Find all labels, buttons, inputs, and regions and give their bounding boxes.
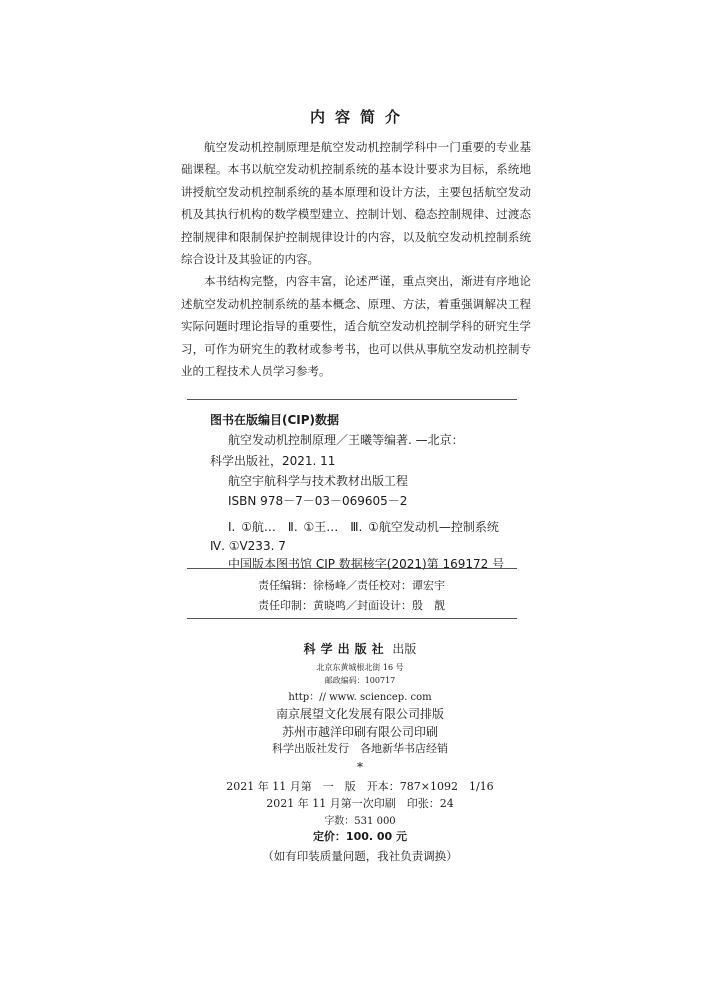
typesetter-line: 南京展望文化发展有限公司排版 (275, 707, 444, 721)
cip-heading: 图书在版编目(CIP)数据 (210, 413, 340, 427)
cip-record-number: 中国版本图书馆 CIP 数据核字(2021)第 169172 号 (228, 557, 505, 571)
edition-line-1: 2021 年 11 月第 一 版 开本：787×1092 1/16 (226, 780, 494, 793)
staff-line-1: 责任编辑：徐杨峰／责任校对：谭宏宇 (258, 579, 445, 592)
publisher-line (0, 640, 720, 657)
price: 定价：100. 00 元 (312, 830, 408, 843)
intro-text (181, 136, 531, 382)
publisher-website: http：// www. sciencep. com (288, 692, 432, 703)
divider-middle (187, 568, 517, 569)
cip-classification: Ⅰ. ①航… Ⅱ. ①王… Ⅲ. ①航空发动机—控制系统 (228, 520, 499, 534)
publisher-postcode: 邮政编码：100717 (324, 676, 396, 685)
divider-top (187, 399, 517, 400)
intro-paragraph-1: 航空发动机控制原理是航空发动机控制学科中一门重要的专业基础课程。本书以航空发动机控制系统的基本设计要求为目标，系统地讲授航空发动机控制系统的基本原理和设计方法，主要包括航空发动机及其执行机构的数学模型建立、控制计划、稳态控制规律、过渡态控制规律和限制保护控制规律设计的内容，以及航空发动机控制系统综合设计及其验证的内容。 (181, 140, 531, 267)
star-separator: * (357, 760, 363, 774)
quality-note: （如有印装质量问题，我社负责调换） (262, 849, 458, 863)
cip-line-1: 航空发动机控制原理／王曦等编著. —北京： (228, 433, 464, 447)
cip-line-3: 航空宇航科学与技术教材出版工程 (228, 474, 409, 488)
publisher-suffix: 出版 (392, 642, 417, 656)
divider-bottom (187, 618, 517, 619)
distribution-line: 科学出版社发行 各地新华书店经销 (272, 742, 448, 755)
cip-classification-number: Ⅳ. ①V233. 7 (210, 539, 286, 553)
cip-isbn: ISBN 978－7－03－069605－2 (228, 494, 408, 508)
publisher-name: 科学出版社 (303, 642, 389, 656)
edition-line-2: 2021 年 11 月第一次印刷 印张：24 (266, 797, 454, 810)
publisher-address: 北京东黄城根北街 16 号 (316, 663, 404, 672)
staff-line-2: 责任印制：黄晓鸣／封面设计：殷 靓 (258, 599, 445, 612)
cip-line-2: 科学出版社，2021. 11 (210, 454, 336, 468)
intro-paragraph-2: 本书结构完整，内容丰富，论述严谨，重点突出，渐进有序地论述航空发动机控制系统的基本概念、原理、方法，着重强调解决工程实际问题时理论指导的重要性，适合航空发动机控制学科的研究生学习，可作为研究生的教材或参考书，也可以供从事航空发动机控制专业的工程技术人员学习参考。 (181, 274, 531, 379)
printer-line: 苏州市越洋印刷有限公司印刷 (281, 725, 438, 739)
word-count: 字数：531 000 (324, 816, 396, 827)
page-title: 内容简介 (309, 108, 410, 126)
